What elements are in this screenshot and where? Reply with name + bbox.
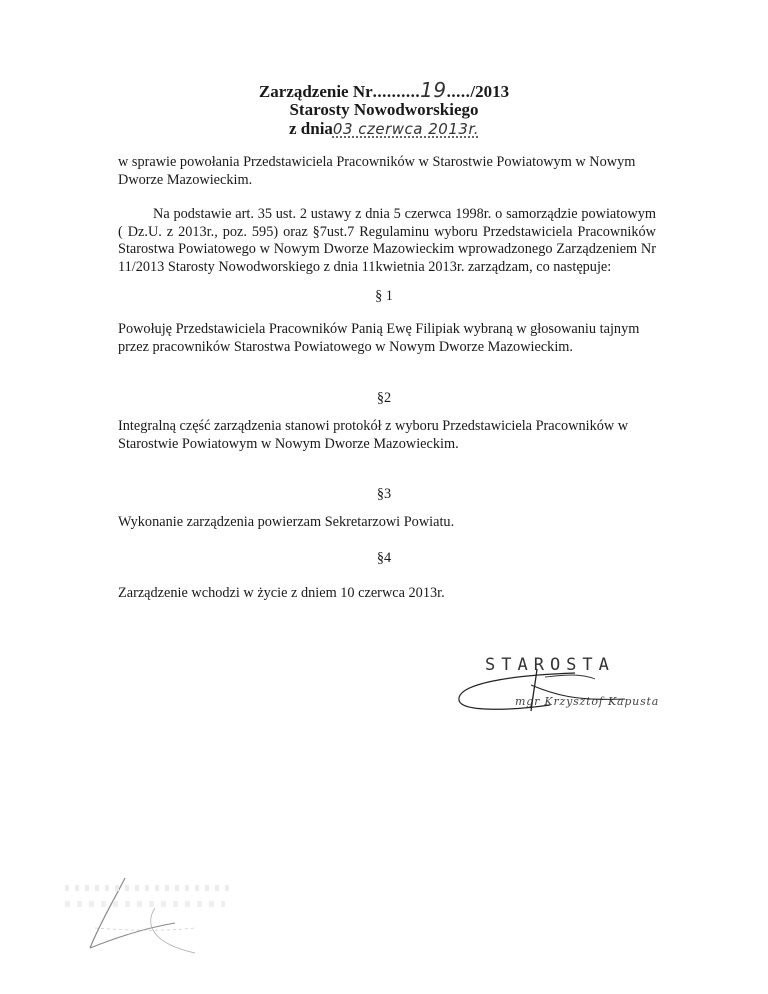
faint-signature-icon — [55, 868, 255, 978]
order-number-dots-right: ..... — [446, 82, 471, 101]
order-preamble: Na podstawie art. 35 ust. 2 ustawy z dnia 5 czerwca 1998r. o samorządzie powiatowym ( Dz.U. z 2013r., poz. 595) oraz §7ust.7 Regulaminu wyboru Przedstawiciela Pracowników Starostwa Powiatowego w Nowym Dworze Mazowieckim wprowadzonego Zarządzeniem Nr 11/2013 Starosty Nowodworskiego z dnia 11kwietnia 2013r. zarządzam, co następuje: — [118, 206, 656, 275]
section-1-text: Powołuję Przedstawiciela Pracowników Panią Ewę Filipiak wybraną w głosowaniu tajnym przez pracowników Starostwa Powiatowego w Nowym Dworze Mazowieckim. — [118, 321, 640, 355]
order-title — [0, 80, 768, 102]
section-3-text: Wykonanie zarządzenia powierzam Sekretarzowi Powiatu. — [118, 514, 455, 530]
section-4-text: Zarządzenie wchodzi w życie z dniem 10 czerwca 2013r. — [118, 585, 445, 601]
stamp-title: STAROSTA — [485, 655, 615, 675]
section-4-heading: §4 — [376, 550, 392, 566]
official-stamp — [455, 655, 695, 725]
stamp-name: mgr Krzysztof Kapusta — [515, 695, 660, 708]
section-2-heading: §2 — [376, 390, 392, 406]
section-2-text: Integralną część zarządzenia stanowi protokół z wyboru Przedstawiciela Pracowników w Starostwie Powiatowym w Nowym Dworze Mazowieckim. — [118, 418, 629, 452]
issuer-line: Starosty Nowodworskiego — [289, 100, 479, 119]
date-line — [0, 119, 768, 139]
date-prefix: z dnia — [288, 119, 333, 138]
order-title-prefix: Zarządzenie Nr — [258, 82, 373, 101]
order-year: /2013 — [470, 82, 510, 101]
faint-stamp-mark — [55, 868, 255, 978]
order-subject: w sprawie powołania Przedstawiciela Pracowników w Starostwie Powiatowym w Nowym Dworze Mazowieckim. — [118, 154, 636, 188]
signature-icon — [455, 655, 695, 725]
section-1-heading: § 1 — [375, 288, 393, 304]
section-3-heading: §3 — [376, 486, 392, 502]
order-number-dots-left: .......... — [372, 82, 421, 101]
date-handwritten: 03 czerwca 2013r. — [332, 120, 479, 138]
order-number-handwritten: 19 — [420, 78, 447, 102]
